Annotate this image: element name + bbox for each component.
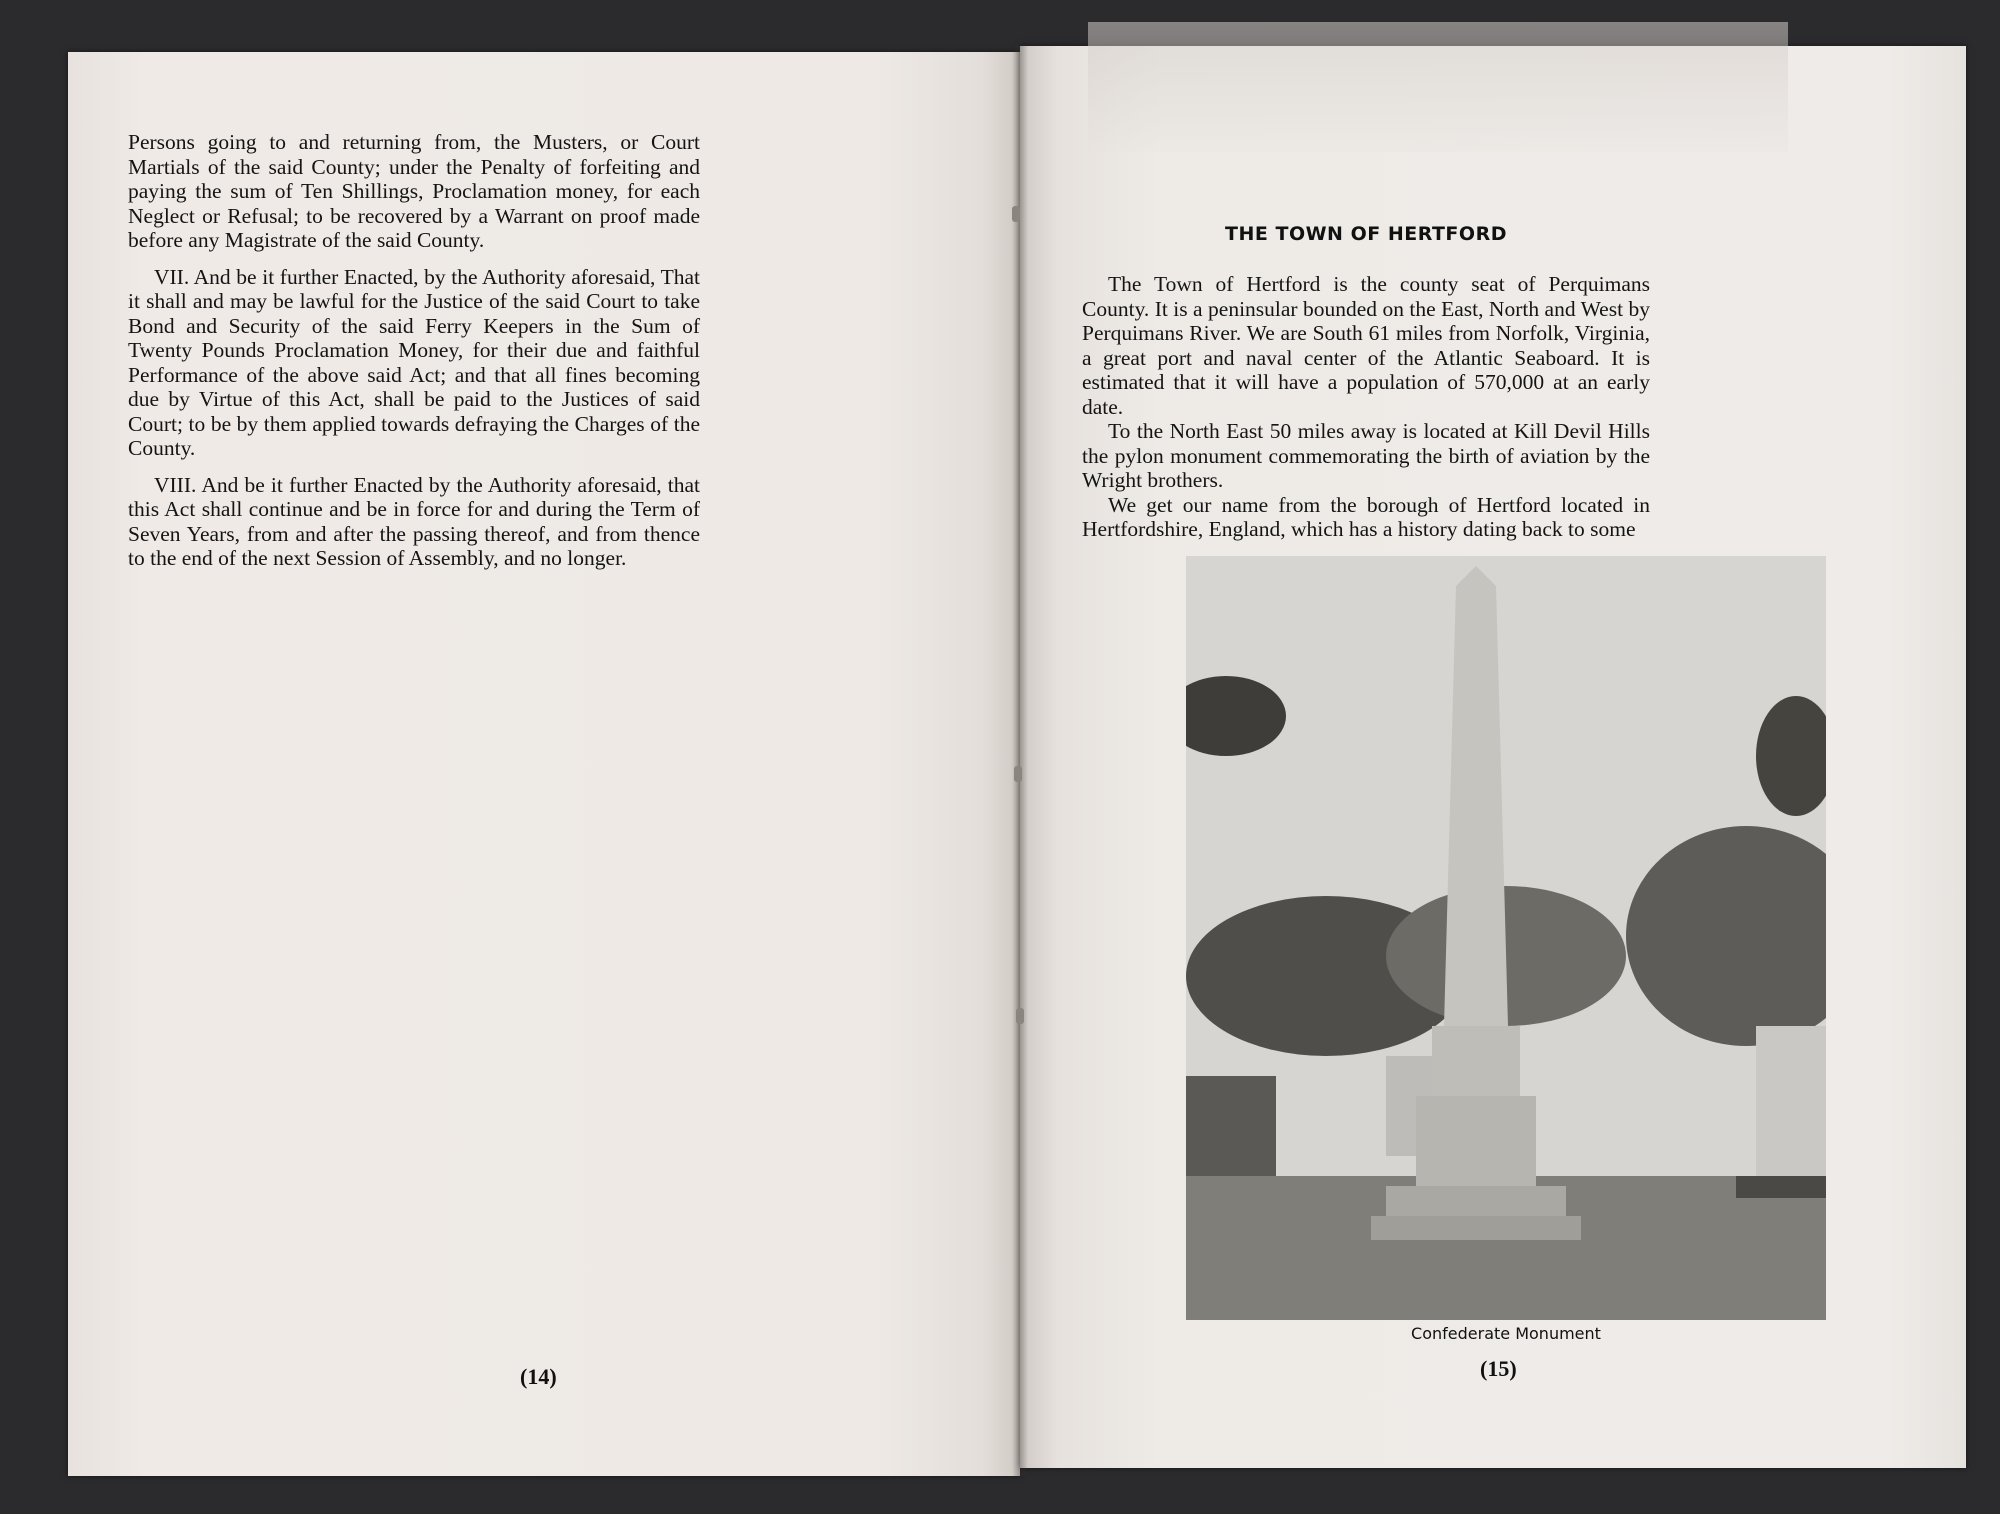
binding-staple-bottom <box>1016 1008 1024 1024</box>
page-number-right: (15) <box>1480 1356 1517 1381</box>
left-paragraph-2: VII. And be it further Enacted, by the Authority aforesaid, That it shall and may be lawful for the Justice of the said Court to take Bond and Security of the said Ferry Keepers in the Sum of Twenty Pounds Proclamation Money, for their due and faithful Performance of the above said Act; and that all fines becoming due by Virtue of this Act, shall be paid to the Justices of said Court; to be by them applied towards defraying the Charges of the County. <box>128 264 700 460</box>
section-title: THE TOWN OF HERTFORD <box>1225 223 1507 245</box>
left-page-text <box>128 130 700 583</box>
right-paragraph-3: We get our name from the borough of Hertford located in Hertfordshire, England, which has a history dating back to some <box>1082 492 1650 541</box>
monument-photo-drawing <box>1186 556 1826 1320</box>
page-number-left: (14) <box>520 1364 557 1389</box>
left-paragraph-1: Persons going to and returning from, the Musters, or Court Martials of the said County; under the Penalty of forfeiting and paying the sum of Ten Shillings, Proclamation money, for each Neglect or Refusal; to be recovered by a Warrant on proof made before any Magistrate of the said County. <box>128 130 700 252</box>
right-paragraph-2: To the North East 50 miles away is located at Kill Devil Hills the pylon monument commemorating the birth of aviation by the Wright brothers. <box>1082 419 1650 492</box>
book-gutter <box>1012 46 1028 1476</box>
right-paragraph-1: The Town of Hertford is the county seat of Perquimans County. It is a peninsular bounded on the East, North and West by Perquimans River. We are South 61 miles from Norfolk, Virginia, a great port and naval center of the Atlantic Seaboard. It is estimated that it will have a population of 570,000 at an early date. <box>1082 272 1650 419</box>
binding-staple-middle <box>1014 766 1022 782</box>
right-page-text <box>1082 272 1650 542</box>
left-paragraph-3: VIII. And be it further Enacted by the Authority aforesaid, that this Act shall continue and be in force for and during the Term of Seven Years, from and after the passing thereof, and from thence to the end of the next Session of Assembly, and no longer. <box>128 472 700 570</box>
photo-caption: Confederate Monument <box>1411 1324 1601 1343</box>
binding-staple-top <box>1012 206 1020 222</box>
monument-photo <box>1186 556 1826 1320</box>
show-through-shadow <box>1088 22 1788 152</box>
